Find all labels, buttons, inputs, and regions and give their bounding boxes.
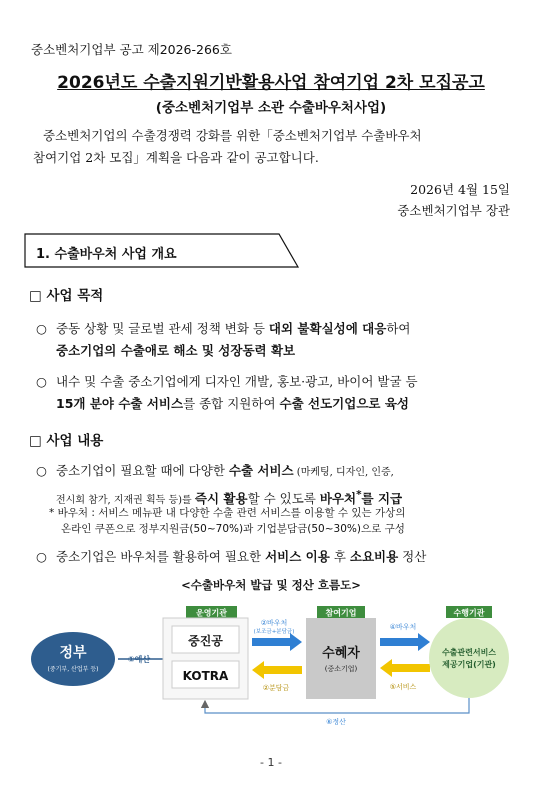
svg-text:참여기업: 참여기업 <box>325 608 357 618</box>
intro-line-1: 중소벤처기업의 수출경쟁력 강화를 위한「중소벤처기업부 수출바우처 <box>43 128 422 143</box>
government-label: 정부 <box>59 645 87 661</box>
section-title: 1. 수출바우처 사업 개요 <box>36 247 177 262</box>
executor-line-1: 수출관련서비스 <box>441 648 497 657</box>
intro-paragraph <box>33 125 513 169</box>
arrow-voucher-sublabel: (보조금+분담금) <box>253 629 295 635</box>
issuer: 중소벤처기업부 장관 <box>397 203 510 218</box>
svg-text:수행기관: 수행기관 <box>453 608 485 618</box>
arrow-voucher2 <box>380 633 430 651</box>
flow-caption: <수출바우처 발급 및 정산 흐름도> <box>181 578 361 592</box>
arrow-budget-label: ①예산 <box>127 655 151 664</box>
bullet-icon: ○ <box>36 321 47 336</box>
content-item-2: ○ 중소기업은 바우처를 활용하여 필요한 서비스 이용 후 소요비용 정산 <box>36 546 516 568</box>
participant-label: 수혜자 <box>322 646 360 661</box>
arrow-settlement-label: ⑥정산 <box>326 718 346 726</box>
announcement-date: 2026년 4월 15일 <box>410 182 510 197</box>
bullet-icon: ○ <box>36 374 47 389</box>
arrow-share <box>252 661 302 679</box>
arrow-service <box>380 659 430 677</box>
page-title: 2026년도 수출지원기반활용사업 참여기업 2차 모집공고 <box>57 73 485 93</box>
purpose-heading: □ 사업 목적 <box>29 288 104 304</box>
executor-line-2: 제공기업(기관) <box>442 660 496 669</box>
purpose-item-2: ○ 내수 및 수출 중소기업에게 디자인 개발, 홍보·광고, 바이어 발굴 등 15개 분야 수출 서비스를 종합 지원하여 수출 선도기업으로 육성 <box>36 371 516 415</box>
executor-node <box>429 618 509 698</box>
purpose-item-1: ○ 중동 상황 및 글로벌 관세 정책 변화 등 대외 불확실성에 대응하여 중소기업의 수출애로 해소 및 성장동력 확보 <box>36 318 516 362</box>
arrow-voucher2-label: ④바우처 <box>389 623 417 631</box>
government-sublabel: (중기부, 산업부 등) <box>47 666 99 673</box>
bullet-icon: ○ <box>36 549 47 564</box>
bullet-icon: ○ <box>36 463 47 478</box>
page-subtitle: (중소벤처기업부 소관 수출바우처사업) <box>155 100 387 116</box>
intro-line-2: 참여기업 2차 모집」계획을 다음과 같이 공고합니다. <box>33 150 319 165</box>
arrow-voucher <box>252 633 302 651</box>
notice-number: 중소벤처기업부 공고 제2026-266호 <box>31 42 232 57</box>
svg-text:KOTRA: KOTRA <box>182 669 229 683</box>
arrow-service-label: ⑤서비스 <box>389 683 417 691</box>
page-number: - 1 - <box>260 756 282 769</box>
arrow-share-label: ②분담금 <box>262 684 290 692</box>
arrow-voucher-label: ②바우처 <box>260 619 288 627</box>
svg-text:중진공: 중진공 <box>188 634 223 648</box>
participant-sublabel: (중소기업) <box>324 665 358 673</box>
content-heading: □ 사업 내용 <box>29 433 104 449</box>
content-item-1: ○ 중소기업이 필요할 때에 다양한 수출 서비스 (마케팅, 디자인, 인증, 전시회 참가, 지재권 획득 등)를 즉시 활용할 수 있도록 바우처*를 지급 <box>36 460 516 512</box>
voucher-flow-diagram <box>0 598 542 728</box>
svg-text:운영기관: 운영기관 <box>196 608 227 618</box>
arrow-settlement <box>205 698 469 713</box>
voucher-footnote: * 바우처 : 서비스 메뉴판 내 다양한 수출 관련 서비스를 이용할 수 있는 가상의 온라인 쿠폰으로 정부지원금(50~70%)과 기업분담금(50~30%)으로 구성 <box>49 507 406 535</box>
